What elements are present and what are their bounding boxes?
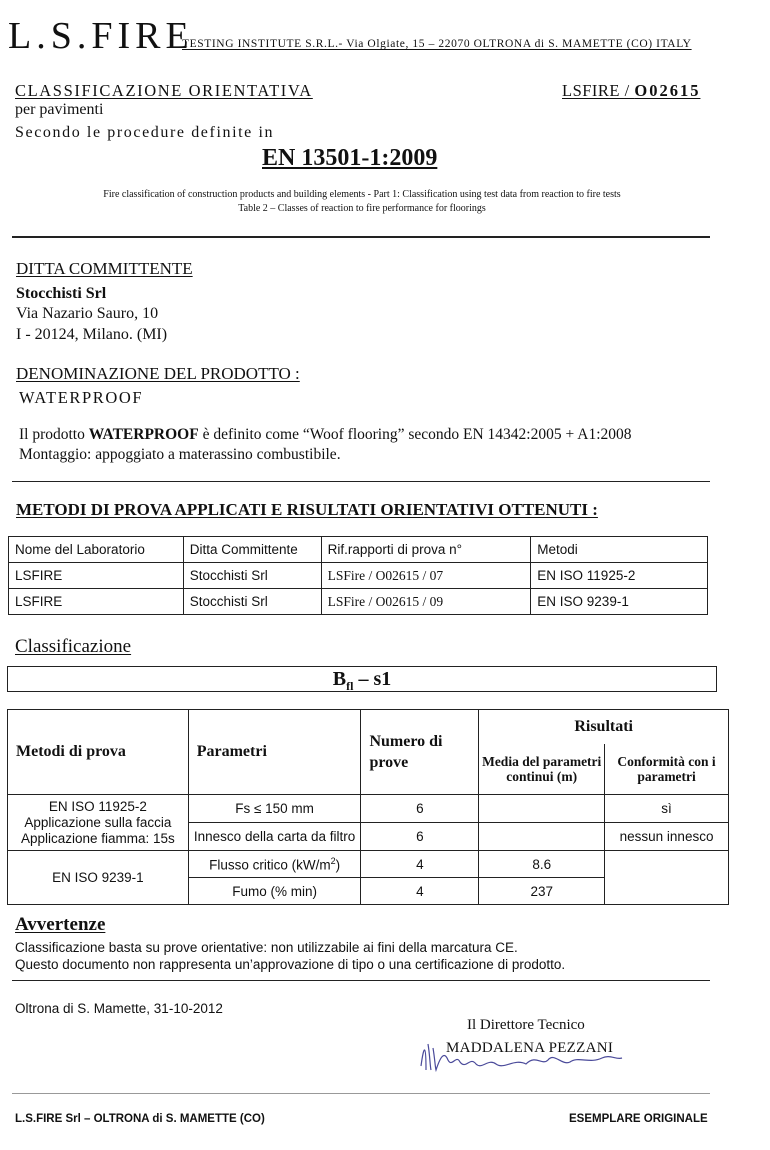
table-cell: Stocchisti Srl [183,563,321,589]
column-header-methods: Metodi di prova [8,710,189,795]
classification-smoke-class: – s1 [353,668,392,690]
conformity-cell: nessun innesco [605,823,729,851]
place-date: Oltrona di S. Mamette, 31-10-2012 [15,1001,223,1016]
count-cell: 4 [361,851,479,878]
table-row [9,563,708,589]
classification-subscript: fl [346,679,354,693]
mean-cell [479,823,605,851]
mean-cell: 8.6 [479,851,605,878]
table-cell: EN ISO 11925-2 [531,563,708,589]
parameter-text-close: ) [335,857,341,873]
warnings-heading: Avvertenze [15,914,106,935]
parameter-cell: Fs ≤ 150 mm [188,795,361,823]
reference-prefix: LSFIRE / [562,81,635,100]
client-heading: DITTA COMMITTENTE [16,259,193,278]
column-header: Metodi [531,537,708,563]
product-description-suffix: è definito come “Woof flooring” secondo EN 14342:2005 + A1:2008 [198,426,632,443]
product-description [19,426,632,444]
divider [12,481,710,482]
column-header: Ditta Committente [183,537,321,563]
parameter-superscript: 2 [330,855,336,866]
mean-cell [479,795,605,823]
document-title: CLASSIFICAZIONE ORIENTATIVA [15,81,313,100]
table-cell: Stocchisti Srl [183,589,321,615]
product-description-name: WATERPROOF [88,426,199,443]
footer-copy-type: ESEMPLARE ORIGINALE [569,1113,708,1125]
table-cell: LSFire / O02615 / 09 [321,589,531,615]
table-row [8,851,729,878]
divider [12,980,710,981]
standard-description-2: Table 2 – Classes of reaction to fire performance for floorings [238,203,486,214]
method-cell: EN ISO 9239-1 [8,851,189,905]
count-cell: 6 [361,795,479,823]
parameter-text: Flusso critico (kW/m [209,857,331,873]
classification-result-box [7,666,717,692]
conformity-cell [605,851,729,905]
standard-description-1: Fire classification of construction products and building elements - Part 1: Classification using test data from reaction to fire tests [103,189,621,200]
parameter-cell: Fumo (% min) [188,878,361,905]
test-reports-table [8,536,708,615]
table-cell: LSFIRE [9,589,184,615]
divider [12,1093,710,1094]
table-header-row [8,710,729,744]
reference-number: O02615 [634,81,701,100]
product-name: WATERPROOF [19,388,144,407]
table-cell: EN ISO 9239-1 [531,589,708,615]
method-flame-time: Applicazione fiamma: 15s [20,830,175,846]
methods-heading: METODI DI PROVA APPLICATI E RISULTATI ORIENTATIVI OTTENUTI : [16,500,598,519]
document-reference [562,81,700,101]
client-street: Via Nazario Sauro, 10 [16,305,159,322]
method-cell [8,795,189,851]
table-header-row [9,537,708,563]
conformity-cell: sì [605,795,729,823]
column-header: Rif.rapporti di prova n° [321,537,531,563]
product-mounting: Montaggio: appoggiato a materassino combustibile. [19,446,341,463]
table-row [9,589,708,615]
divider [12,236,710,238]
parameter-cell: Innesco della carta da filtro [188,823,361,851]
classification-class: B [332,668,347,690]
method-application: Applicazione sulla faccia [24,814,172,830]
column-header-conformity: Conformità con i parametri [605,744,729,795]
procedure-text: Secondo le procedure definite in [15,124,275,141]
footer-company: L.S.FIRE Srl – OLTRONA di S. MAMETTE (CO) [15,1113,265,1125]
client-city: I - 20124, Milano. (MI) [16,326,168,343]
company-logo: L.S.FIRE [8,15,194,57]
product-description-prefix: Il prodotto [19,426,89,443]
results-table [7,709,729,905]
column-header-mean: Media del parametri continui (m) [479,744,605,795]
method-name: EN ISO 11925-2 [48,798,147,814]
count-cell: 6 [361,823,479,851]
document-subtitle: per pavimenti [15,101,104,118]
classification-heading: Classificazione [15,636,132,657]
parameter-cell [188,851,361,878]
column-header-number: Numero di prove [361,710,479,795]
warning-line-2: Questo documento non rappresenta un’approvazione di tipo o una certificazione di prodotto. [15,957,566,972]
table-row [8,795,729,823]
table-cell: LSFire / O02615 / 07 [321,563,531,589]
table-cell: LSFIRE [9,563,184,589]
director-name: MADDALENA PEZZANI [446,1040,614,1056]
product-heading: DENOMINAZIONE DEL PRODOTTO : [16,364,300,383]
count-cell: 4 [361,878,479,905]
standard-title: EN 13501-1:2009 [262,145,438,171]
client-name: Stocchisti Srl [16,285,107,302]
column-header: Nome del Laboratorio [9,537,184,563]
company-address: TESTING INSTITUTE S.R.L.- Via Olgiate, 15 – 22070 OLTRONA di S. MAMETTE (CO) ITALY [182,38,692,50]
warning-line-1: Classificazione basta su prove orientative: non utilizzabile ai fini della marcatura CE. [15,940,518,955]
column-header-parameters: Parametri [188,710,361,795]
director-title: Il Direttore Tecnico [467,1017,585,1033]
mean-cell: 237 [479,878,605,905]
column-header-results: Risultati [479,710,729,744]
